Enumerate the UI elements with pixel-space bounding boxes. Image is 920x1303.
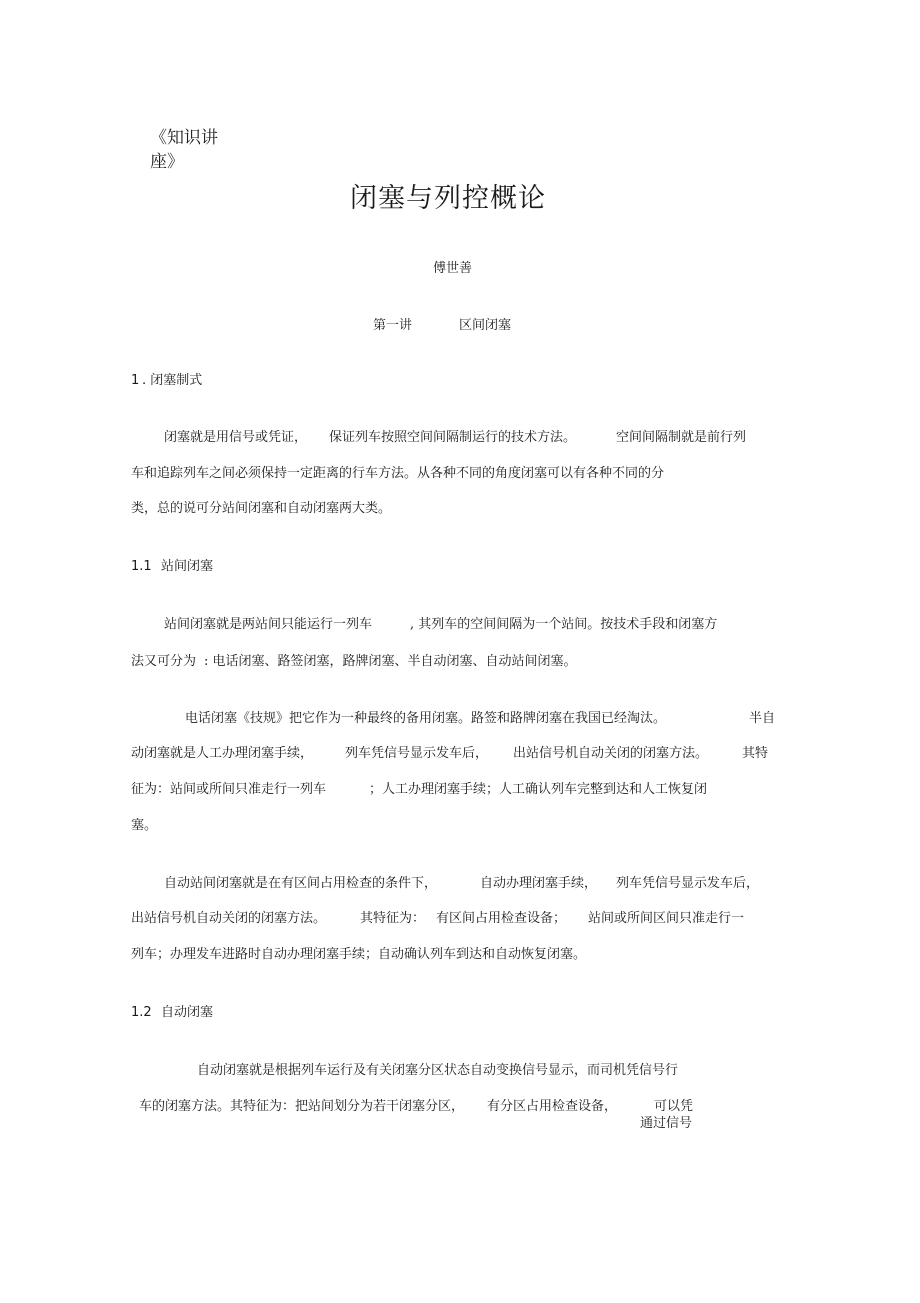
column-label-line1: 《知识讲 bbox=[150, 128, 218, 148]
section-1-number: 1 bbox=[131, 373, 140, 388]
s11-p3-l3: 列车；办理发车进路时自动办理闭塞手续；自动确认列车到达和自动恢复闭塞。 bbox=[131, 947, 587, 962]
s11-p2-l3b: ；人工办理闭塞手续；人工确认列车完整到达和人工恢复闭 bbox=[369, 782, 708, 797]
s11-p2-l2c: 出站信号机自动关闭的闭塞方法。 bbox=[513, 746, 709, 761]
s11-p3-l2d: 站间或所间区间只准走行一 bbox=[588, 911, 745, 926]
s11-p3-l1a: 自动站间闭塞就是在有区间占用检查的条件下， bbox=[164, 876, 438, 891]
s11-p2-l2d: 其特 bbox=[742, 746, 769, 761]
s11-p1-l2b: : 电话闭塞、路签闭塞，路牌闭塞、半自动闭塞、自动站间闭塞。 bbox=[204, 654, 577, 669]
section-1-2-heading: 自动闭塞 bbox=[161, 1005, 214, 1020]
s11-p3-l2a: 出站信号机自动关闭的闭塞方法。 bbox=[131, 911, 327, 926]
section-1-2-number: 1.2 bbox=[131, 1005, 152, 1020]
s1-p1-l2: 车和追踪列车之间必须保持一定距离的行车方法。从各种不同的角度闭塞可以有各种不同的分 bbox=[131, 466, 665, 481]
s11-p2-l4: 塞。 bbox=[131, 818, 158, 833]
s11-p3-l1c: 列车凭信号显示发车后， bbox=[616, 876, 760, 891]
s12-p1-l2c: 可以凭 bbox=[654, 1099, 694, 1114]
page-title: 闭塞与列控概论 bbox=[350, 183, 546, 214]
s11-p1-l1a: 站间闭塞就是两站间只能运行一列车 bbox=[164, 617, 373, 632]
s11-p2-l1a: 电话闭塞《技规》把它作为一种最终的备用闭塞。路签和路牌闭塞在我国已经淘汰。 bbox=[185, 711, 667, 726]
column-label-line2: 座》 bbox=[150, 152, 184, 172]
s11-p1-l2a: 法又可分为 bbox=[131, 654, 197, 669]
s11-p2-l2a: 动闭塞就是人工办理闭塞手续， bbox=[131, 746, 314, 761]
s1-p1-l1a: 闭塞就是用信号或凭证， bbox=[164, 430, 308, 445]
s1-p1-l1c: 空间间隔制就是前行列 bbox=[616, 430, 747, 445]
s11-p3-l1b: 自动办理闭塞手续， bbox=[480, 876, 598, 891]
s12-p1-l2a: 车的闭塞方法。其特征为：把站间划分为若干闭塞分区， bbox=[139, 1099, 465, 1114]
s12-p1-l3: 通过信号 bbox=[640, 1116, 693, 1131]
lecture-number: 第一讲 bbox=[373, 318, 413, 333]
s1-p1-l3: 类，总的说可分站间闭塞和自动闭塞两大类。 bbox=[131, 501, 392, 516]
section-1-heading: . 闭塞制式 bbox=[142, 373, 203, 388]
section-1-1-number: 1.1 bbox=[131, 559, 152, 574]
s11-p2-l3a: 征为：站间或所间只准走行一列车 bbox=[131, 782, 327, 797]
s11-p2-l1b: 半自 bbox=[749, 711, 776, 726]
s11-p2-l2b: 列车凭信号显示发车后， bbox=[345, 746, 489, 761]
section-1-1-heading: 站间闭塞 bbox=[161, 559, 214, 574]
s11-p3-l2b: 其特征为： bbox=[360, 911, 426, 926]
s1-p1-l1b: 保证列车按照空间间隔制运行的技术方法。 bbox=[329, 430, 577, 445]
lecture-topic: 区间闭塞 bbox=[459, 318, 512, 333]
s11-p1-l1b: , 其列车的空间间隔为一个站间。按技术手段和闭塞方 bbox=[410, 617, 718, 632]
author: 傅世善 bbox=[433, 261, 473, 276]
s11-p3-l2c: 有区间占用检查设备； bbox=[436, 911, 567, 926]
s12-p1-l1: 自动闭塞就是根据列车运行及有关闭塞分区状态自动变换信号显示，而司机凭信号行 bbox=[197, 1063, 679, 1078]
s12-p1-l2b: 有分区占用检查设备， bbox=[487, 1099, 618, 1114]
